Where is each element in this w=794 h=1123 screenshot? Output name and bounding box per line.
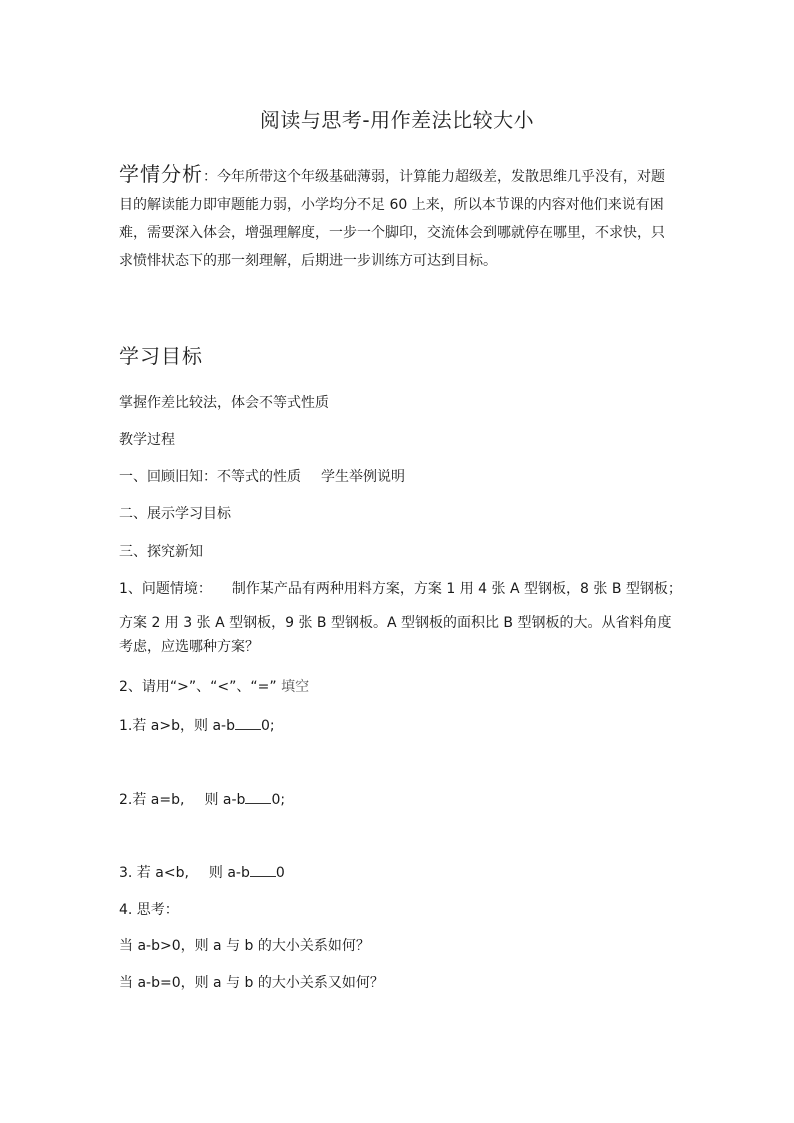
ask-2: 当 a-b=0，则 a 与 b 的大小关系又如何？ — [119, 975, 384, 991]
step-1 — [119, 466, 405, 486]
question-2 — [119, 789, 285, 809]
fill-symbols: “>”、“<”、“=” — [169, 679, 277, 695]
question-3 — [119, 862, 285, 882]
question-1-cond: 1.若 a>b，则 a-b — [119, 718, 235, 734]
ask-1: 当 a-b>0，则 a 与 b 的大小关系如何？ — [119, 938, 370, 954]
step-1-text: 一、回顾旧知：不等式的性质 — [119, 469, 301, 485]
question-1 — [119, 715, 275, 735]
analysis-paragraph — [119, 160, 675, 275]
objectives-heading: 学习目标 — [119, 344, 203, 368]
step-1-note: 学生举例说明 — [321, 469, 405, 485]
answer-blank-3[interactable] — [250, 864, 276, 877]
analysis-heading: 学情分析 — [119, 162, 203, 186]
question-3-end: 0 — [275, 865, 285, 881]
document-title: 阅读与思考-用作差法比较大小 — [259, 108, 535, 132]
problem-text-1: 制作某产品有两种用料方案，方案 1 用 4 张 A 型钢板，8 张 B 型钢板； — [231, 581, 682, 597]
question-2-end: 0; — [271, 792, 286, 808]
process-label: 教学过程 — [119, 432, 175, 448]
answer-blank-1[interactable] — [235, 717, 261, 730]
question-2-res: 则 a-b — [204, 792, 246, 808]
question-2-cond: 2.若 a=b, — [119, 792, 185, 808]
fill-prefix: 2、请用 — [119, 679, 170, 695]
step-3: 三、探究新知 — [119, 544, 203, 560]
problem-line-1 — [119, 578, 682, 598]
analysis-text: ：今年所带这个年级基础薄弱，计算能力超级差，发散思维几乎没有，对题目的解读能力即审题能力弱，小学均分不足 60 上来，所以本节课的内容对他们来说有困难，需要深入体会，增强理解度，一步一个脚印，交流体会到哪就停在哪里，不求快，只求愤悱状态下的那一刻理解，后期进一步训练方可达到目标。 — [119, 169, 665, 269]
fill-instruction — [119, 676, 309, 696]
problem-label: 1、问题情境： — [119, 581, 212, 597]
step-2: 二、展示学习目标 — [119, 506, 231, 522]
objective-text: 掌握作差比较法，体会不等式性质 — [119, 395, 329, 411]
question-1-end: 0; — [260, 718, 275, 734]
answer-blank-2[interactable] — [245, 791, 271, 804]
question-3-res: 则 a-b — [208, 865, 250, 881]
question-3-cond: 3. 若 a<b, — [119, 865, 189, 881]
problem-text-2: 方案 2 用 3 张 A 型钢板，9 张 B 型钢板。A 型钢板的面积比 B 型钢板的大。从省料角度考虑，应选哪种方案？ — [119, 615, 672, 655]
fill-suffix: 填空 — [281, 679, 310, 695]
think-label: 4. 思考： — [119, 902, 179, 918]
